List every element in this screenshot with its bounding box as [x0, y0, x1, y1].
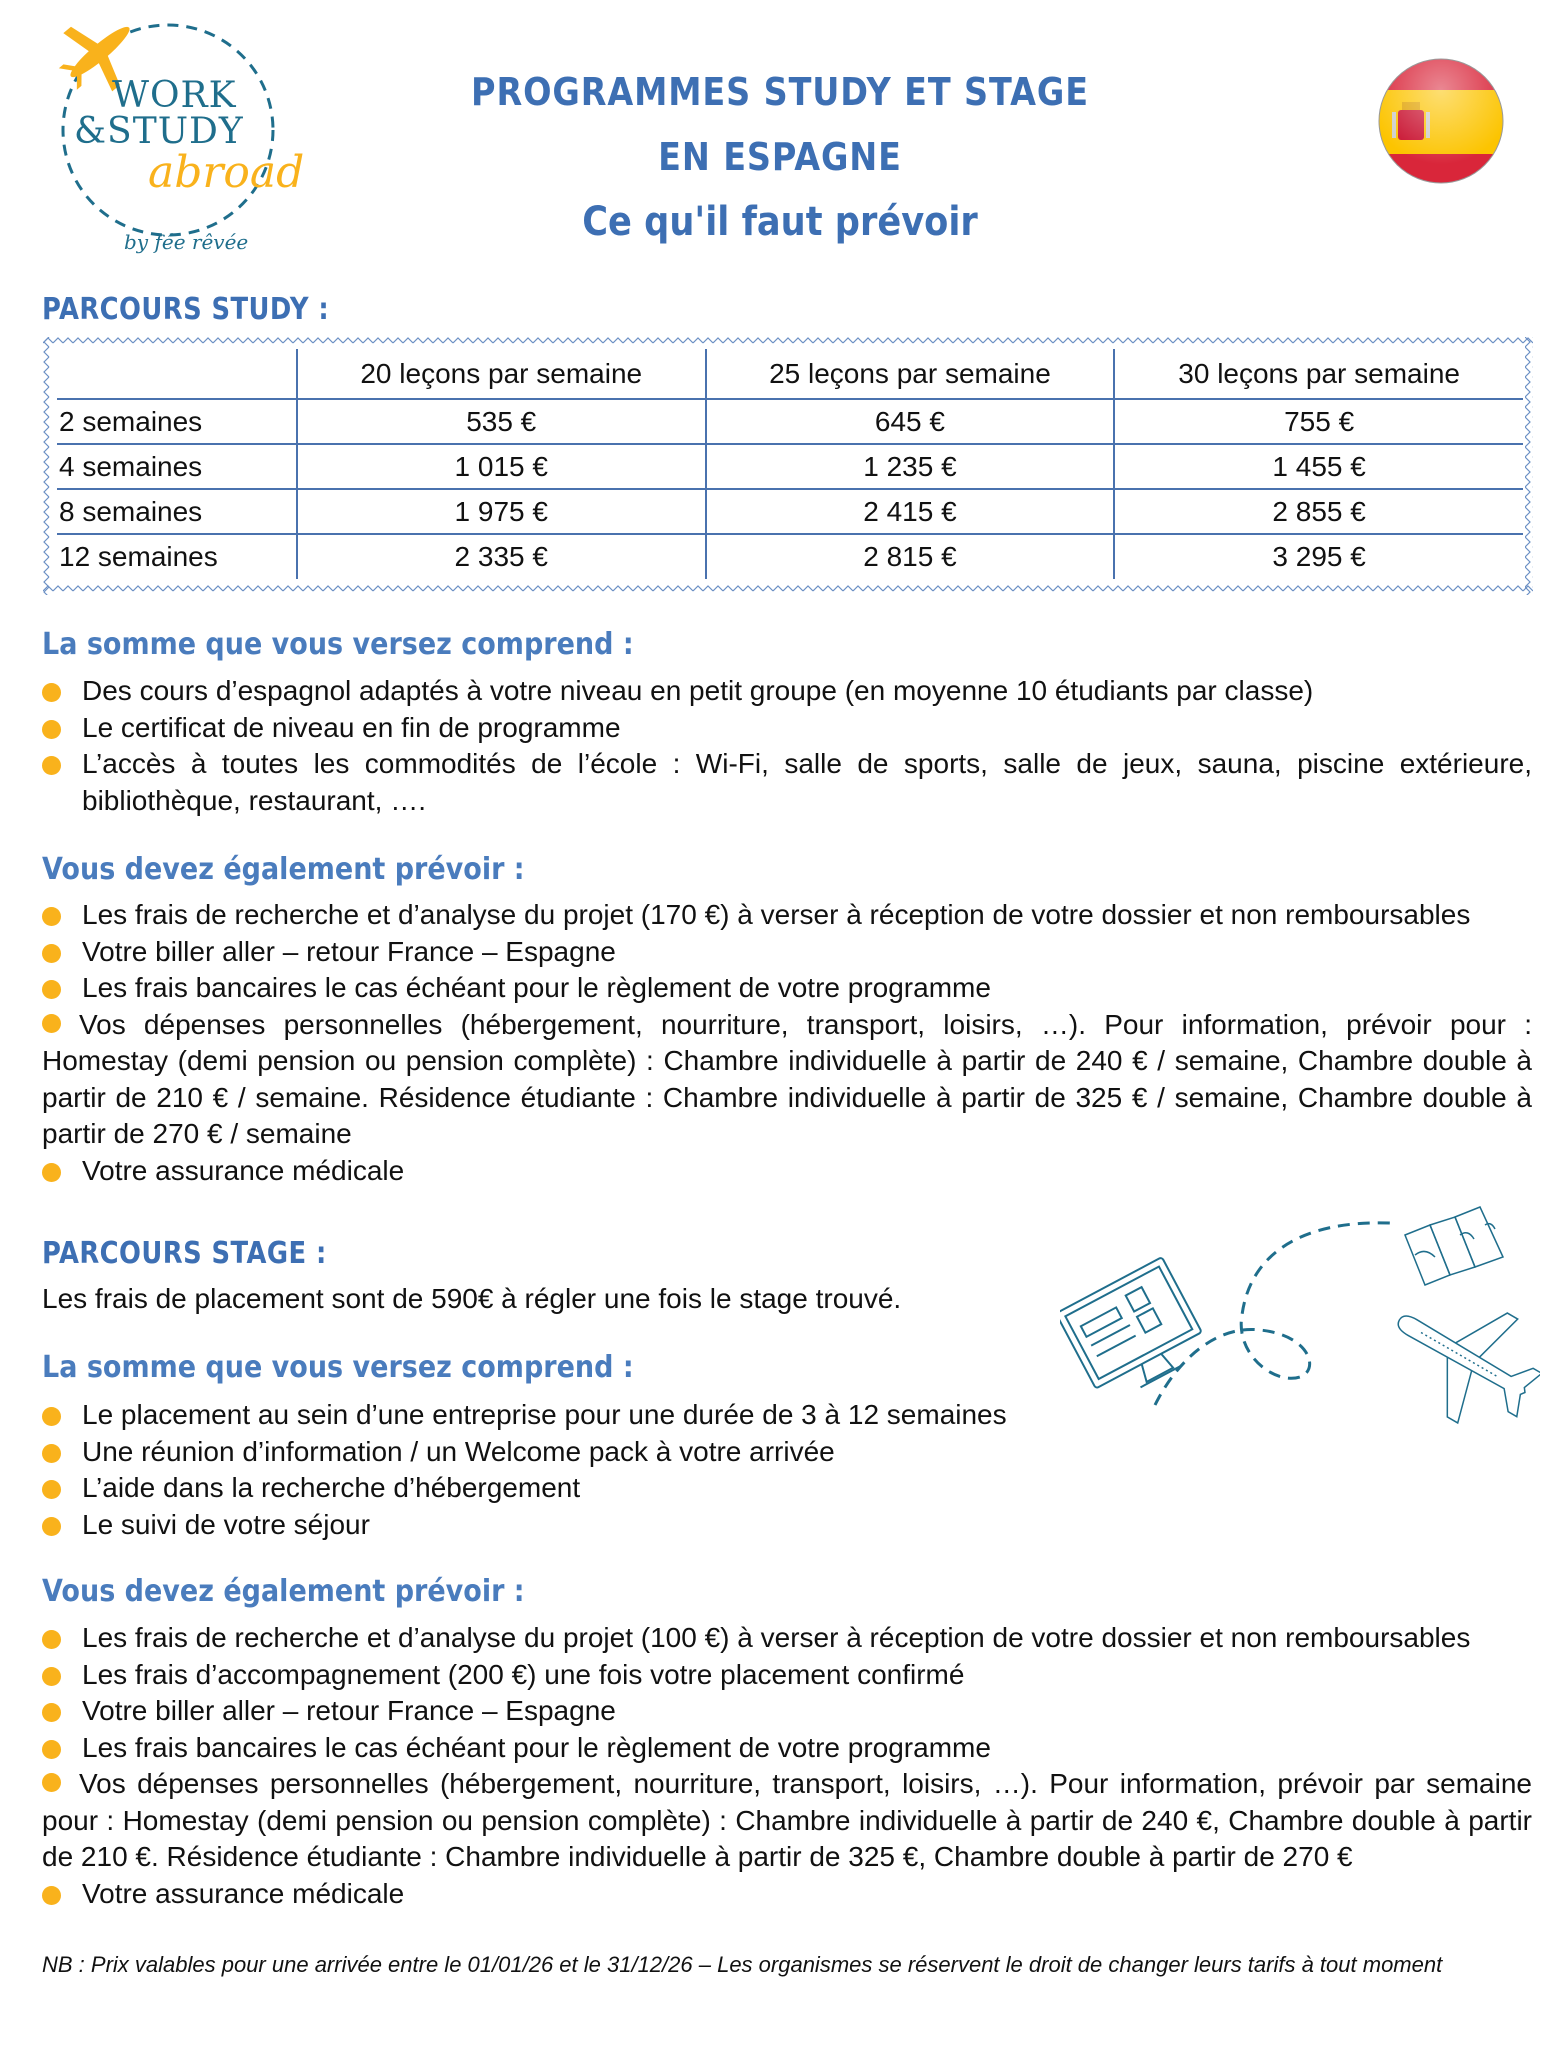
bullet-icon	[42, 1740, 61, 1759]
bullet-icon	[42, 980, 61, 999]
stage-extras-list	[42, 1620, 1532, 1912]
title-line-1: PROGRAMMES STUDY ET STAGE	[471, 70, 1089, 114]
list-item: Les frais d’accompagnement (200 €) une fois votre placement confirmé	[42, 1657, 1532, 1694]
price-cell: 755 €	[1114, 399, 1523, 444]
study-includes-list	[42, 673, 1532, 819]
table-header-30: 30 leçons par semaine	[1114, 349, 1523, 399]
list-item: Votre biller aller – retour France – Espagne	[42, 934, 1532, 971]
price-cell: 1 975 €	[297, 489, 706, 534]
study-section-heading: PARCOURS STUDY :	[42, 292, 330, 327]
bullet-icon	[42, 944, 61, 963]
list-item: L’aide dans la recherche d’hébergement	[42, 1470, 1532, 1507]
table-header-row	[57, 349, 1523, 399]
list-item: Le suivi de votre séjour	[42, 1507, 1532, 1544]
study-includes-heading: La somme que vous versez comprend :	[42, 627, 634, 662]
study-extras-list	[42, 897, 1532, 1189]
bullet-icon	[42, 1886, 61, 1905]
bullet-icon	[42, 1444, 61, 1463]
logo-abroad-text: abroad	[148, 147, 305, 198]
list-item: Votre assurance médicale	[42, 1153, 1532, 1190]
table-header-empty	[57, 349, 297, 399]
list-item: Les frais de recherche et d’analyse du projet (100 €) à verser à réception de votre dossier et non remboursables	[42, 1620, 1532, 1657]
price-table	[57, 349, 1523, 579]
list-item: Les frais de recherche et d’analyse du projet (170 €) à verser à réception de votre dossier et non remboursables	[42, 897, 1532, 934]
bullet-icon	[42, 1667, 61, 1686]
list-item: Des cours d’espagnol adaptés à votre niveau en petit groupe (en moyenne 10 étudiants par classe)	[42, 673, 1532, 710]
table-row	[57, 399, 1523, 444]
table-header-25: 25 leçons par semaine	[706, 349, 1115, 399]
stage-includes-heading: La somme que vous versez comprend :	[42, 1350, 634, 1385]
list-item: Vos dépenses personnelles (hébergement, nourriture, transport, loisirs, …). Pour information, prévoir pour : Homestay (demi pension ou pension complète) : Chambre individuelle à partir de 240 € / semaine, Chambre double à partir de 210 € / semaine. Résidence étudiante : Chambre individuelle à partir de 325 € / semaine, Chambre double à partir de 270 € / semaine	[42, 1008, 1532, 1149]
table-row	[57, 489, 1523, 534]
bullet-icon	[42, 1480, 61, 1499]
bullet-icon	[42, 756, 61, 775]
list-item: Les frais bancaires le cas échéant pour le règlement de votre programme	[42, 1730, 1532, 1767]
price-cell: 535 €	[297, 399, 706, 444]
row-label: 8 semaines	[57, 489, 297, 534]
table-row	[57, 534, 1523, 579]
list-item: Une réunion d’information / un Welcome pack à votre arrivée	[42, 1434, 1532, 1471]
stage-includes-list	[42, 1397, 1532, 1543]
price-cell: 645 €	[706, 399, 1115, 444]
stage-extras-heading: Vous devez également prévoir :	[42, 1574, 525, 1609]
bullet-icon	[42, 1163, 61, 1182]
bullet-icon	[42, 1773, 61, 1792]
bullet-icon	[42, 1014, 61, 1033]
bullet-icon	[42, 907, 61, 926]
computer-monitor-icon	[1060, 1257, 1211, 1406]
logo-work-text: WORK	[112, 75, 237, 116]
list-item: L’accès à toutes les commodités de l’école : Wi-Fi, salle de sports, salle de jeux, sauna, piscine extérieure, bibliothèque, restaurant, ….	[42, 746, 1532, 819]
folded-map-icon	[1405, 1207, 1503, 1285]
stage-fee-text: Les frais de placement sont de 590€ à régler une fois le stage trouvé.	[42, 1283, 902, 1314]
stage-section-heading: PARCOURS STAGE :	[42, 1236, 327, 1271]
row-label: 4 semaines	[57, 444, 297, 489]
logo-tagline: by fée rêvée	[124, 230, 249, 254]
bullet-icon	[42, 720, 61, 739]
list-item: Le certificat de niveau en fin de programme	[42, 710, 1532, 747]
work-study-abroad-logo	[40, 12, 305, 262]
page-title	[380, 60, 1180, 255]
price-cell: 1 235 €	[706, 444, 1115, 489]
list-item: Votre biller aller – retour France – Espagne	[42, 1693, 1532, 1730]
study-price-table	[42, 336, 1532, 594]
spain-flag-icon	[1378, 58, 1504, 184]
list-item: Vos dépenses personnelles (hébergement, nourriture, transport, loisirs, …). Pour information, prévoir par semaine pour : Homestay (demi pension ou pension complète) : Chambre individuelle à partir de 240 €, Chambre double à partir de 210 €. Résidence étudiante : Chambre individuelle à partir de 325 €, Chambre double à partir de 270 €	[42, 1768, 1532, 1872]
price-cell: 1 015 €	[297, 444, 706, 489]
row-label: 2 semaines	[57, 399, 297, 444]
logo-study-text: &STUDY	[74, 111, 244, 152]
title-line-2: EN ESPAGNE	[658, 135, 902, 179]
table-header-20: 20 leçons par semaine	[297, 349, 706, 399]
bullet-icon	[42, 1517, 61, 1536]
bullet-icon	[42, 1703, 61, 1722]
list-item: Votre assurance médicale	[42, 1876, 1532, 1913]
list-item: Le placement au sein d’une entreprise pour une durée de 3 à 12 semaines	[42, 1397, 1532, 1434]
bullet-icon	[42, 1407, 61, 1426]
bullet-icon	[42, 683, 61, 702]
table-row	[57, 444, 1523, 489]
price-cell: 3 295 €	[1114, 534, 1523, 579]
price-cell: 2 815 €	[706, 534, 1115, 579]
price-cell: 2 415 €	[706, 489, 1115, 534]
title-line-3: Ce qu'il faut prévoir	[582, 199, 978, 245]
row-label: 12 semaines	[57, 534, 297, 579]
dashed-flight-path	[1155, 1223, 1390, 1405]
list-item: Les frais bancaires le cas échéant pour le règlement de votre programme	[42, 970, 1532, 1007]
price-cell: 1 455 €	[1114, 444, 1523, 489]
bullet-icon	[42, 1630, 61, 1649]
price-cell: 2 855 €	[1114, 489, 1523, 534]
study-extras-heading: Vous devez également prévoir :	[42, 852, 525, 887]
price-cell: 2 335 €	[297, 534, 706, 579]
footer-note: NB : Prix valables pour une arrivée entre le 01/01/26 et le 31/12/26 – Les organismes se réservent le droit de changer leurs tarifs à tout moment	[42, 1952, 1443, 1977]
